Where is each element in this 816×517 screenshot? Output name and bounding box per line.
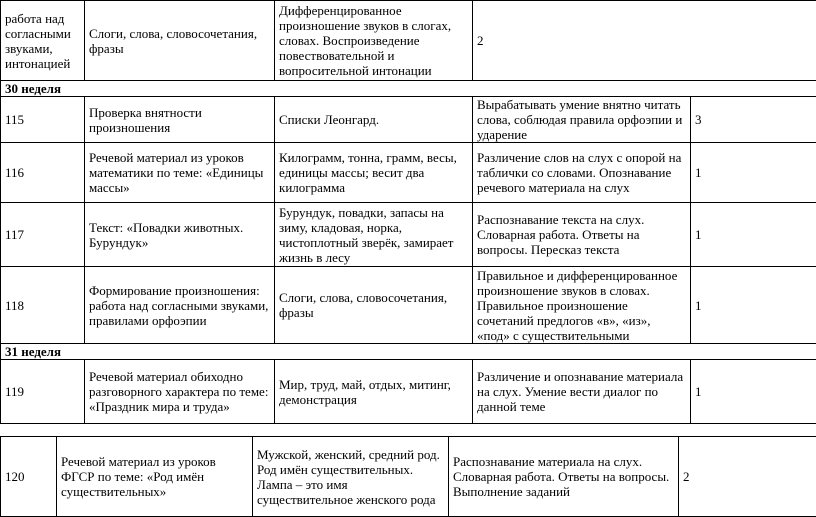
cell-material: Мир, труд, май, отдых, митинг, демонстрация	[275, 360, 473, 424]
table-row	[1, 97, 816, 143]
cell-material: Килограмм, тонна, грамм, весы, единицы массы; весит два килограмма	[275, 143, 473, 203]
cell-topic: Текст: «Повадки животных. Бурундук»	[85, 203, 275, 267]
cell-lesson-number: 116	[1, 143, 85, 203]
cell-topic-continued: работа над согласными звуками, интонацией	[1, 1, 85, 81]
week-31-label: 31 неделя	[1, 344, 816, 360]
table-row	[1, 267, 816, 344]
cell-activity: Правильное и дифференцированное произношение звуков в словах. Правильное произношение сочетаний предлогов «в», «из», «под» с существительными	[473, 267, 691, 344]
table-row	[1, 203, 816, 267]
lesson-plan-table-continued	[0, 436, 816, 517]
table-row	[1, 360, 816, 424]
cell-activity: Различение слов на слух с опорой на таблички со словами. Опознавание речевого материала на слух	[473, 143, 691, 203]
cell-activity: Вырабатывать умение внятно читать слова, соблюдая правила орфоэпии и ударение	[473, 97, 691, 143]
cell-hours: 2	[473, 1, 816, 81]
cell-activity: Распознавание материала на слух. Словарная работа. Ответы на вопросы. Выполнение заданий	[449, 437, 679, 517]
cell-activity: Различение и опознавание материала на слух. Умение вести диалог по данной теме	[473, 360, 691, 424]
cell-hours: 1	[691, 203, 816, 267]
cell-material: Списки Леонгард.	[275, 97, 473, 143]
cell-hours: 3	[691, 97, 816, 143]
cell-topic: Речевой материал из уроков математики по теме: «Единицы массы»	[85, 143, 275, 203]
cell-material: Мужской, женский, средний род. Род имён существительных. Лампа – это имя существительное женского рода	[253, 437, 449, 517]
cell-topic: Формирование произношения: работа над согласными звуками, правилами орфоэпии	[85, 267, 275, 344]
table-row	[1, 1, 816, 81]
table-row	[1, 437, 816, 517]
cell-lesson-number: 120	[1, 437, 57, 517]
cell-material: Бурундук, повадки, запасы на зиму, кладовая, норка, чистоплотный зверёк, замирает жизнь в лесу	[275, 203, 473, 267]
cell-lesson-number: 118	[1, 267, 85, 344]
cell-hours: 2	[679, 437, 816, 517]
cell-hours: 1	[691, 143, 816, 203]
cell-topic: Проверка внятности произношения	[85, 97, 275, 143]
week-header-row	[1, 81, 816, 97]
cell-lesson-number: 119	[1, 360, 85, 424]
cell-topic: Речевой материал из уроков ФГСР по теме: «Род имён существительных»	[57, 437, 253, 517]
cell-activity: Распознавание текста на слух. Словарная работа. Ответы на вопросы. Пересказ текста	[473, 203, 691, 267]
cell-material: Слоги, слова, словосочетания, фразы	[85, 1, 275, 81]
week-header-row	[1, 344, 816, 360]
cell-lesson-number: 115	[1, 97, 85, 143]
cell-topic: Речевой материал обиходно разговорного характера по теме: «Праздник мира и труда»	[85, 360, 275, 424]
cell-hours: 1	[691, 267, 816, 344]
cell-material: Слоги, слова, словосочетания, фразы	[275, 267, 473, 344]
cell-activity: Дифференцированное произношение звуков в слогах, словах. Воспроизведение повествовательной и вопросительной интонации	[275, 1, 473, 81]
cell-hours: 1	[691, 360, 816, 424]
week-30-label: 30 неделя	[1, 81, 816, 97]
cell-lesson-number: 117	[1, 203, 85, 267]
table-row	[1, 143, 816, 203]
